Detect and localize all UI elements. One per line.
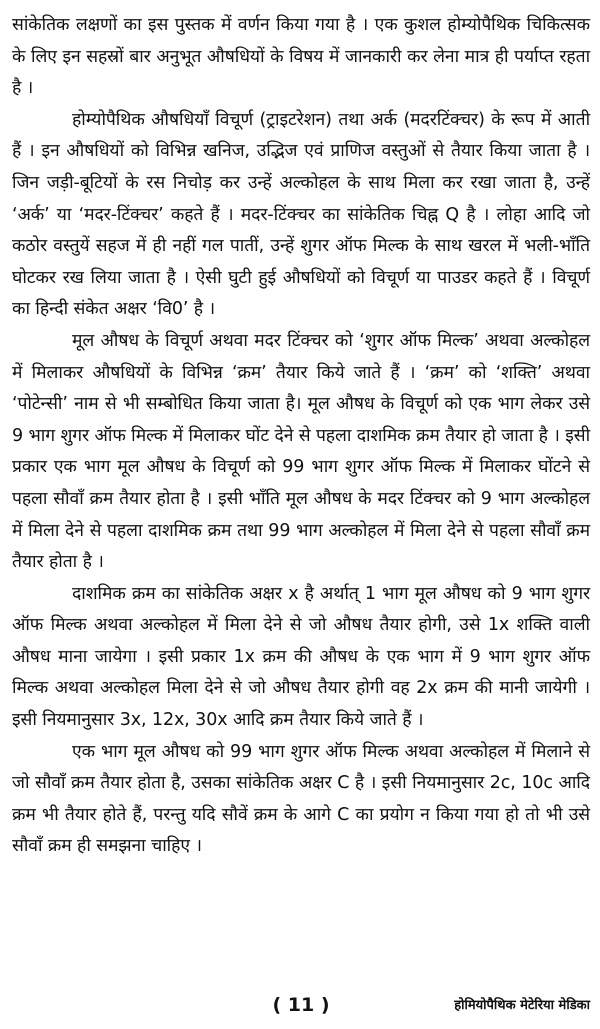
paragraph-5: एक भाग मूल औषध को 99 भाग शुगर ऑफ मिल्क अथवा अल्कोहल में मिलाने से जो सौवाँ क्रम तैयार होता है, उसका सांकेतिक अक्षर C है । इसी नियमानुसार 2c, 10c आदि क्रम भी तैयार होते हैं, परन्तु यदि सौवें क्रम के आगे C का प्रयोग न किया गया हो तो भी उसे सौवाँ क्रम ही समझना चाहिए । (12, 741, 590, 857)
paragraph-4: दाशमिक क्रम का सांकेतिक अक्षर x है अर्थात् 1 भाग मूल औषध को 9 भाग शुगर ऑफ मिल्क अथवा अल्कोहल में मिला देने से जो औषध तैयार होगी, उसे 1x शक्ति वाली औषध माना जायेगा । इसी प्रकार 1x क्रम की औषध के एक भाग में 9 भाग शुगर ऑफ मिल्क अथवा अल्कोहल मिला देने से जो औषध तैयार होगी वह 2x क्रम की मानी जायेगी । इसी नियमानुसार 3x, 12x, 30x आदि क्रम तैयार किये जाते हैं । (12, 583, 590, 731)
paragraph-2: होम्योपैथिक औषधियाँ विचूर्ण (ट्राइटरेशन) तथा अर्क (मदरटिंक्चर) के रूप में आती हैं । इन औषधियों को विभिन्न खनिज, उद्भिज एवं प्राणिज वस्तुओं से तैयार किया जाता है । जिन जड़ी-बूटियों के रस निचोड़ कर उन्हें अल्कोहल के साथ मिला कर रखा जाता है, उन्हें ‘अर्क’ या ‘मदर-टिंक्चर’ कहते हैं । मदर-टिंक्चर का सांकेतिक चिह्न Q है । लोहा आदि जो कठोर वस्तुयें सहज में ही नहीं गल पातीं, उन्हें शुगर ऑफ मिल्क के साथ खरल में भली-भाँति घोटकर रख लिया जाता है । ऐसी घुटी हुई औषधियों को विचूर्ण या पाउडर कहते हैं । विचूर्ण का हिन्दी संकेत अक्षर ‘वि0’ है । (12, 109, 590, 320)
paragraph-3: मूल औषध के विचूर्ण अथवा मदर टिंक्चर को ‘शुगर ऑफ मिल्क’ अथवा अल्कोहल में मिलाकर औषधियों के विभिन्न ‘क्रम’ तैयार किये जाते हैं । ‘क्रम’ को ‘शक्ति’ अथवा ‘पोटेन्सी’ नाम से भी सम्बोधित किया जाता है। मूल औषध के विचूर्ण को एक भाग लेकर उसे 9 भाग शुगर ऑफ मिल्क में मिलाकर घोंट देने से पहला दाशमिक क्रम तैयार हो जाता है । इसी प्रकार एक भाग मूल औषध के विचूर्ण को 99 भाग शुगर ऑफ मिल्क में मिलाकर घोंटने से पहला सौवाँ क्रम तैयार होता है । इसी भाँति मूल औषध के मदर टिंक्चर को 9 भाग अल्कोहल में मिला देने से पहला दाशमिक क्रम तथा 99 भाग अल्कोहल में मिला देने से पहला सौवाँ क्रम तैयार होता है । (12, 330, 591, 573)
page-footer (12, 990, 590, 1020)
paragraph-1: सांकेतिक लक्षणों का इस पुस्तक में वर्णन किया गया है । एक कुशल होम्योपैथिक चिकित्सक के लिए इन सहस्रों बार अनुभूत औषधियों के विषय में जानकारी कर लेना मात्र ही पर्याप्त रहता है । (12, 15, 590, 99)
page-number: ( 11 ) (272, 994, 330, 1016)
running-book-title: होमियोपैथिक मेटेरिया मेडिका (454, 998, 590, 1013)
